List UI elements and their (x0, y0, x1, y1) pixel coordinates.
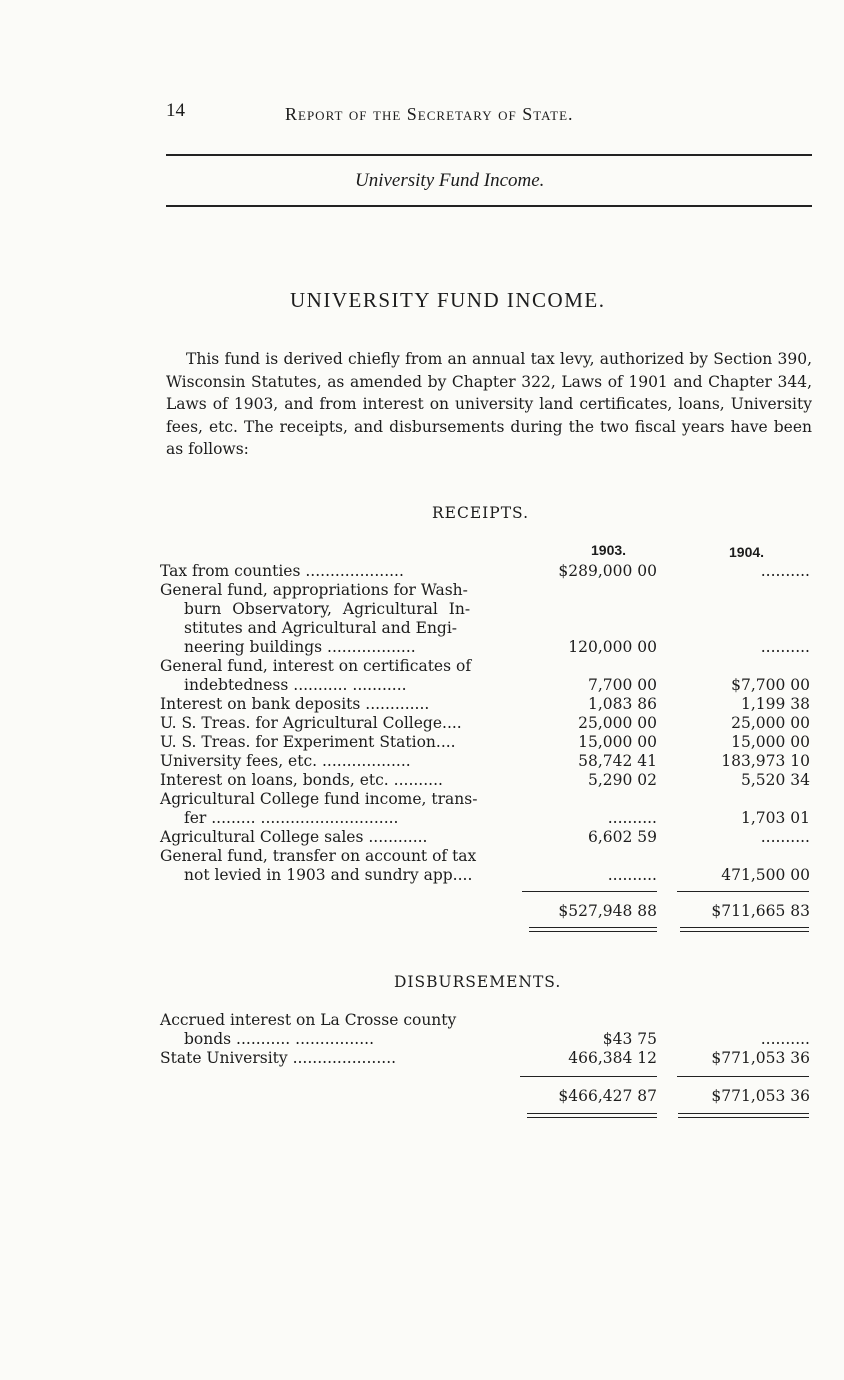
value-1903: 6,602 59 (587, 828, 657, 846)
col-header-1904: 1904. (729, 544, 765, 560)
receipt-row (160, 847, 812, 866)
row-label: fer ......... ............................ (184, 809, 399, 827)
value-1903: 15,000 00 (578, 733, 657, 751)
subtotal-rule-1903 (520, 1076, 657, 1077)
receipts-heading: RECEIPTS. (432, 504, 530, 522)
value-1903: 5,290 02 (587, 771, 657, 789)
receipt-row (160, 771, 812, 790)
disbursement-row (160, 1011, 812, 1030)
row-label: U. S. Treas. for Agricultural College.... (160, 714, 462, 732)
disbursements-total-1903: $466,427 87 (558, 1087, 657, 1105)
disbursements-heading: DISBURSEMENTS. (394, 973, 562, 991)
row-label: Agricultural College sales ............ (160, 828, 428, 846)
disbursement-row (160, 1049, 812, 1068)
receipt-row (160, 809, 812, 828)
subtotal-rule-1904 (677, 1076, 809, 1077)
value-1903: $289,000 00 (558, 562, 657, 580)
receipts-total-row (160, 902, 812, 921)
receipt-row (160, 714, 812, 733)
value-1903: 1,083 86 (587, 695, 657, 713)
receipt-row (160, 733, 812, 752)
receipt-row (160, 695, 812, 714)
value-1904: .......... (760, 638, 810, 656)
receipt-row (160, 866, 812, 885)
value-1904: 15,000 00 (731, 733, 810, 751)
row-label: State University ..................... (160, 1049, 397, 1067)
receipt-row (160, 790, 812, 809)
row-label: Accrued interest on La Crosse county (160, 1011, 457, 1029)
row-label: Interest on bank deposits ............. (160, 695, 430, 713)
receipts-total-1904: $711,665 83 (711, 902, 810, 920)
row-label: not levied in 1903 and sundry app.... (184, 866, 473, 884)
col-header-1903: 1903. (591, 542, 627, 558)
value-1904: .......... (760, 562, 810, 580)
row-label: General fund, appropriations for Wash- (160, 581, 468, 599)
value-1903: $43 75 (602, 1030, 657, 1048)
receipts-total-1903: $527,948 88 (558, 902, 657, 920)
row-label: General fund, transfer on account of tax (160, 847, 477, 865)
receipt-row (160, 657, 812, 676)
value-1903: 25,000 00 (578, 714, 657, 732)
value-1903: 466,384 12 (568, 1049, 657, 1067)
value-1904: 1,703 01 (740, 809, 810, 827)
value-1904: .......... (760, 1030, 810, 1048)
total-double-rule-1904 (680, 927, 809, 932)
value-1904: 25,000 00 (731, 714, 810, 732)
row-label: burn Observatory, Agricultural In- (184, 600, 471, 618)
value-1903: .......... (607, 809, 657, 827)
disbursements-total-1904: $771,053 36 (711, 1087, 810, 1105)
value-1903: 120,000 00 (568, 638, 657, 656)
value-1903: 58,742 41 (578, 752, 657, 770)
total-double-rule-1903 (529, 927, 657, 932)
row-label: University fees, etc. .................. (160, 752, 411, 770)
value-1904: 5,520 34 (740, 771, 810, 789)
header-rule-bottom (166, 205, 812, 207)
receipt-row (160, 752, 812, 771)
disbursements-total-row (160, 1087, 812, 1106)
total-double-rule-1904 (678, 1113, 809, 1118)
row-label: neering buildings .................. (184, 638, 416, 656)
row-label: General fund, interest on certificates of (160, 657, 472, 675)
receipt-row (160, 676, 812, 695)
value-1904: $771,053 36 (711, 1049, 810, 1067)
receipt-row (160, 581, 812, 600)
receipt-row (160, 638, 812, 657)
header-rule-top (166, 154, 812, 156)
row-label: bonds ........... ................ (184, 1030, 374, 1048)
row-label: Agricultural College fund income, trans- (160, 790, 478, 808)
disbursement-row (160, 1030, 812, 1049)
subtotal-rule-1904 (677, 891, 809, 892)
intro-paragraph: This fund is derived chiefly from an annual tax levy, authorized by Section 390, Wisconsin Statutes, as amended by Chapter 322, Laws of 1901 and Chapter 344, Laws of 1903, and from interest on university land certificates, loans, University fees, etc. The receipts, and disbursements during the two fiscal years have been as follows: (166, 350, 812, 458)
row-label: indebtedness ........... ........... (184, 676, 407, 694)
page-number: 14 (166, 100, 185, 121)
section-subheading: University Fund Income. (355, 170, 545, 191)
receipt-row (160, 562, 812, 581)
running-title: Report of the Secretary of State. (285, 104, 574, 124)
value-1904: 183,973 10 (721, 752, 810, 770)
row-label: Interest on loans, bonds, etc. .......... (160, 771, 443, 789)
total-double-rule-1903 (527, 1113, 657, 1118)
value-1904: $7,700 00 (731, 676, 810, 694)
row-label: U. S. Treas. for Experiment Station.... (160, 733, 456, 751)
receipt-row (160, 619, 812, 638)
value-1903: 7,700 00 (587, 676, 657, 694)
subtotal-rule-1903 (522, 891, 657, 892)
page-title: UNIVERSITY FUND INCOME. (290, 288, 606, 312)
receipt-row (160, 828, 812, 847)
row-label: stitutes and Agricultural and Engi- (184, 619, 458, 637)
value-1904: 471,500 00 (721, 866, 810, 884)
row-label: Tax from counties .................... (160, 562, 404, 580)
receipt-row (160, 600, 812, 619)
value-1904: .......... (760, 828, 810, 846)
value-1904: 1,199 38 (740, 695, 810, 713)
value-1903: .......... (607, 866, 657, 884)
